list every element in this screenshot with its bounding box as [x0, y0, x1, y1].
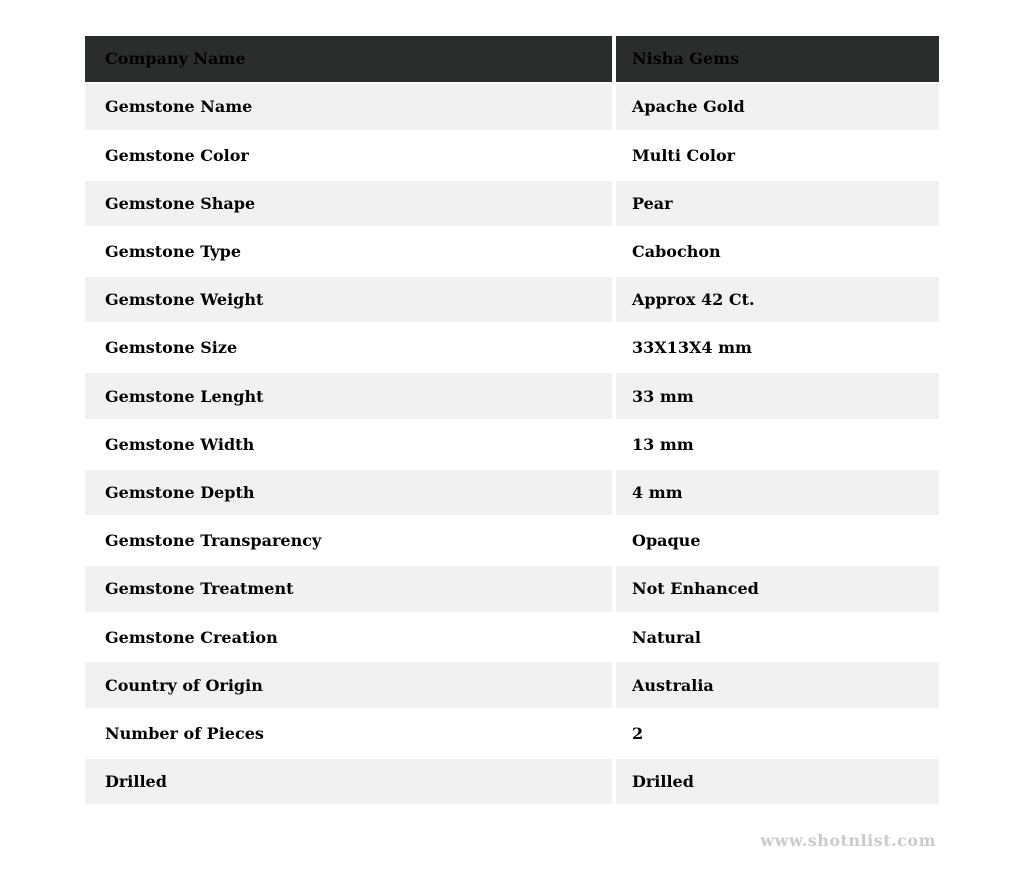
spec-row-value: Cabochon	[616, 229, 939, 275]
spec-row-label: Gemstone Width	[85, 422, 612, 468]
spec-row-value: Pear	[616, 181, 939, 227]
spec-row-value: 33X13X4 mm	[616, 325, 939, 371]
spec-row-label: Number of Pieces	[85, 711, 612, 757]
spec-row-label: Gemstone Transparency	[85, 518, 612, 564]
spec-row-label: Gemstone Lenght	[85, 373, 612, 419]
spec-row-value: 2	[616, 711, 939, 757]
spec-row-value: 4 mm	[616, 470, 939, 516]
spec-row-label: Country of Origin	[85, 662, 612, 708]
spec-row-label: Gemstone Depth	[85, 470, 612, 516]
spec-row-value: Not Enhanced	[616, 566, 939, 612]
spec-row-value: Apache Gold	[616, 84, 939, 130]
spec-row-value: Australia	[616, 662, 939, 708]
gemstone-spec-table	[85, 36, 939, 804]
spec-row-label: Gemstone Size	[85, 325, 612, 371]
spec-row-label: Gemstone Weight	[85, 277, 612, 323]
spec-row-value: Opaque	[616, 518, 939, 564]
spec-row-label: Gemstone Treatment	[85, 566, 612, 612]
spec-row-label: Drilled	[85, 759, 612, 805]
spec-row-label: Gemstone Type	[85, 229, 612, 275]
spec-row-label: Gemstone Name	[85, 84, 612, 130]
spec-row-value: Natural	[616, 614, 939, 660]
spec-row-value: Approx 42 Ct.	[616, 277, 939, 323]
watermark-text: www.shotnlist.com	[760, 831, 936, 850]
header-cell-company-name: Company Name	[85, 36, 612, 82]
spec-row-label: Gemstone Color	[85, 132, 612, 178]
spec-row-label: Gemstone Creation	[85, 614, 612, 660]
spec-row-value: Multi Color	[616, 132, 939, 178]
spec-row-value: Drilled	[616, 759, 939, 805]
header-cell-company-value: Nisha Gems	[616, 36, 939, 82]
spec-row-value: 13 mm	[616, 422, 939, 468]
spec-row-value: 33 mm	[616, 373, 939, 419]
spec-row-label: Gemstone Shape	[85, 181, 612, 227]
